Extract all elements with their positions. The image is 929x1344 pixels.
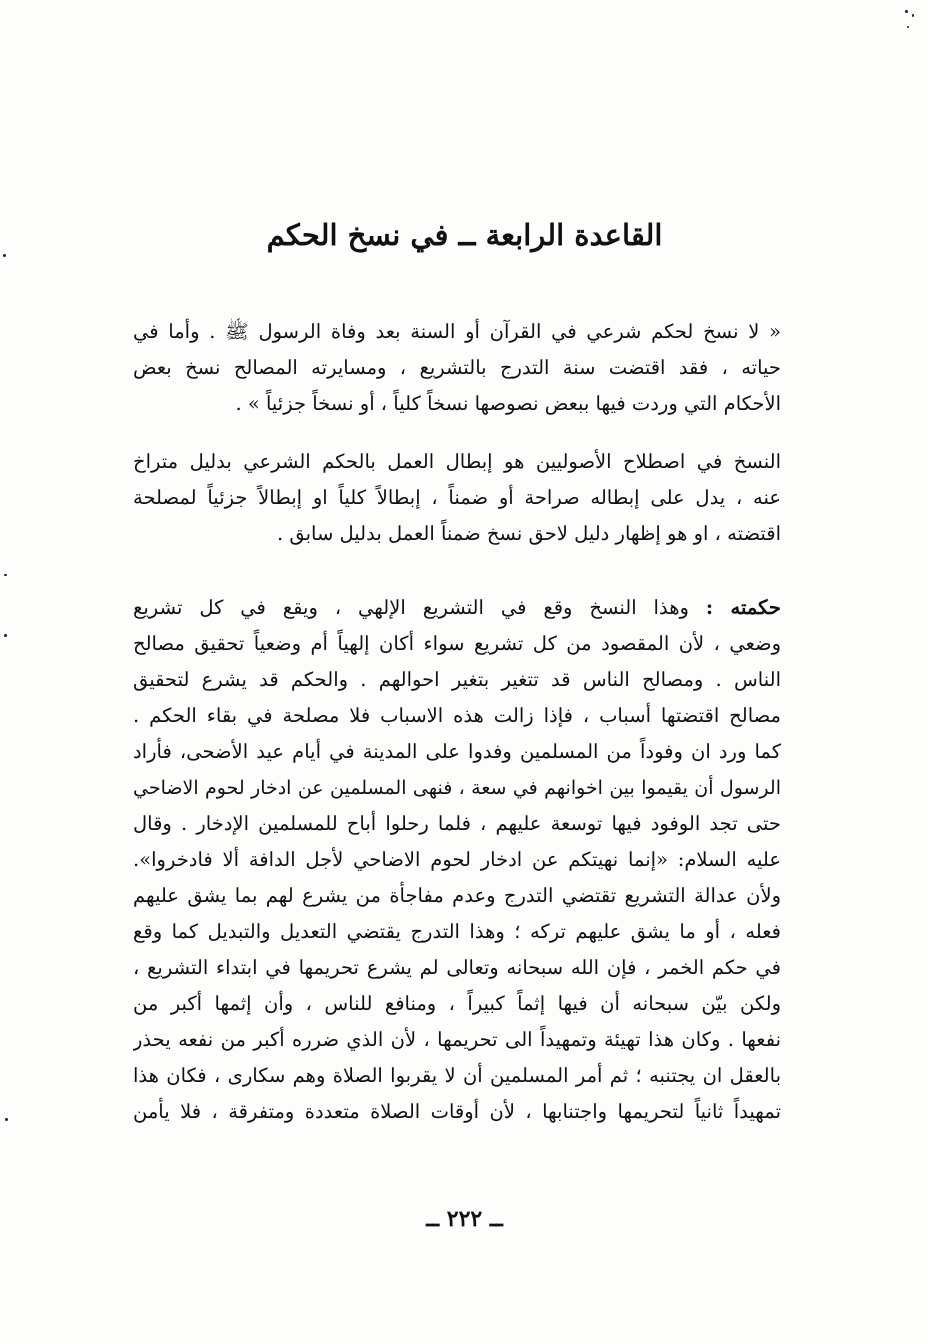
text-line: الناس . ومصالح الناس قد تتغير بتغير احوالهم . والحكم قد يشرع لتحقيق [133,668,781,691]
text-line: مصالح اقتضتها أسباب ، فإذا زالت هذه الاسباب فلا مصلحة في بقاء الحكم . [133,704,781,727]
text-line: الرسول أن يقيموا بين اخوانهم في سعة ، فنهى المسلمين عن ادخار لحوم الاضاحي [133,777,781,799]
text-line: حتى تجد الوفود فيها توسعة عليهم ، فلما رحلوا أباح للمسلمين الإدخار . وقال [133,812,781,835]
text-line: في حكم الخمر ، فإن الله سبحانه وتعالى لم يشرع تحريمها في ابتداء التشريع ، [133,956,781,979]
text-line: وضعي ، لأن المقصود من كل تشريع سواء أكان إلهياً أم وضعياً تحقيق مصالح [133,632,781,655]
text-line: ولأن عدالة التشريع تقتضي التدرج وعدم مفاجأة من يشرع لهم بما يشق عليهم [133,884,781,907]
paragraph-quote [133,314,781,422]
scan-speck [5,1118,8,1121]
scan-speck [912,14,914,17]
page-number: ــ ٢٢٢ ــ [426,1206,503,1232]
text-line: حياته ، فقد اقتضت سنة التدرج بالتشريع ، ومسايرته المصالح نسخ بعض [133,356,781,379]
scan-speck [907,26,909,28]
scan-speck [905,10,908,13]
text-line: نفعها . وكان هذا تهيئة وتمهيداً الى تحريمها ، لأن الذي ضرره أكبر من نفعه يحذر [133,1028,781,1051]
scan-speck [3,254,6,257]
text-line: بالعقل ان يجتنبه ؛ ثم أمر المسلمين أن لا يقربوا الصلاة وهم سكارى ، فكان هذا [133,1064,781,1087]
text-line: الأحكام التي وردت فيها ببعض نصوصها نسخاً كلياً ، أو نسخاً جزئياً » . [235,392,781,415]
text-line: النسخ في اصطلاح الأصوليين هو إبطال العمل بالحكم الشرعي بدليل متراخ [133,450,781,473]
text-line: تمهيداً ثانياً لتحريمها واجتنابها ، لأن أوقات الصلاة متعددة ومتفرقة ، فلا يأمن [133,1100,781,1123]
paragraph-wisdom [133,590,781,1130]
page-title: القاعدة الرابعة ــ في نسخ الحكم [266,218,663,252]
paragraph-definition [133,444,781,552]
text-line: عليه السلام: «إنما نهيتكم عن ادخار لحوم الاضاحي لأجل الدافة ألا فادخروا». [133,848,781,871]
text-line: « لا نسخ لحكم شرعي في القرآن أو السنة بعد وفاة الرسول ﷺ . وأما في [133,320,781,343]
text-line: اقتضته ، او هو إظهار دليل لاحق نسخ ضمناً العمل بدليل سابق . [276,522,781,545]
text-line: كما ورد ان وفوداً من المسلمين وفدوا على المدينة في أيام عيد الأضحى، فأراد [133,740,781,763]
text-line [133,590,781,626]
text-line: فعله ، أو ما يشق عليهم تركه ؛ وهذا التدرج يقتضي التعديل والتبديل كما وقع [133,920,781,943]
scan-speck [4,634,7,637]
text-line: ولكن بيّن سبحانه أن فيها إثماً كبيراً ، ومنافع للناس ، وأن إثمها أكبر من [133,992,781,1015]
text-line: عنه ، يدل على إبطاله صراحة أو ضمناً ، إبطالاً كلياً او إبطالاً جزئياً لمصلحة [133,486,781,509]
text-run: وهذا النسخ وقع في التشريع الإلهي ، ويقع في كل تشريع [133,596,706,619]
scan-speck [4,574,7,576]
section-lead: حكمته : [705,596,781,619]
